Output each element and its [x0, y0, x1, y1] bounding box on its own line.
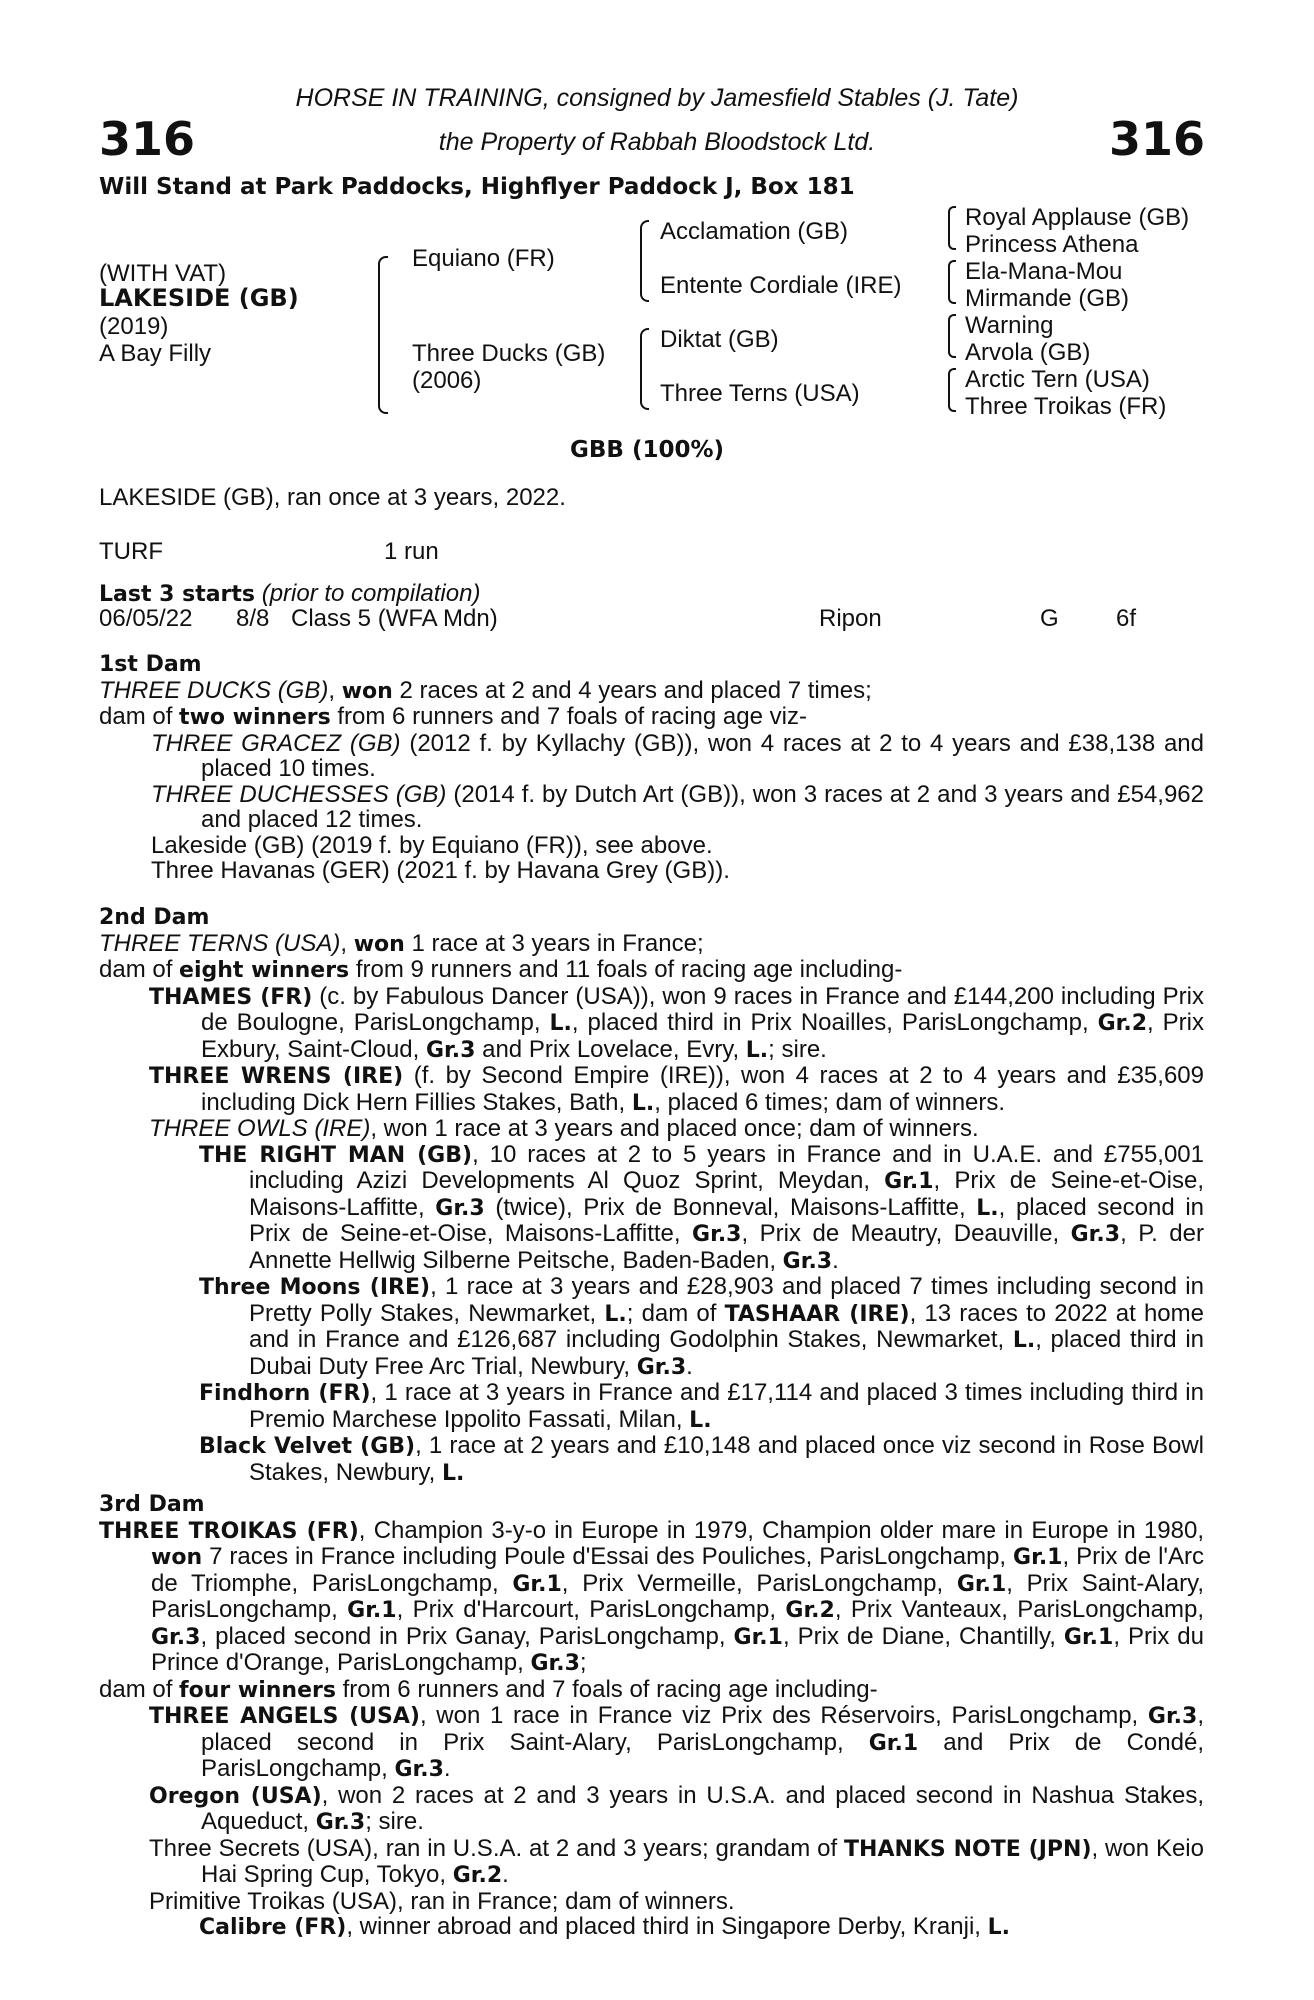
pedigree-g6: Arvola (GB) — [965, 339, 1091, 366]
dam-brace — [640, 328, 649, 410]
start-course: Ripon — [819, 605, 882, 632]
start-date: 06/05/22 — [99, 605, 193, 632]
surface-runs: 1 run — [384, 538, 439, 565]
pedigree-dam-sire: Diktat (GB) — [660, 326, 779, 353]
pedigree-sire: Equiano (FR) — [412, 245, 555, 272]
start-position: 8/8 — [236, 605, 270, 632]
second-dam-produce-1: THAMES (FR) (c. by Fabulous Dancer (USA)), won 9 races in France and £144,200 including Prix de Boulogne, ParisLongchamp, L., placed third in Prix Noailles, ParisLongchamp, Gr.2, Prix Exbury, Saint-Cloud, Gr.3 and Prix Lovelace, Evry, L.; sire. — [149, 982, 1205, 1063]
first-dam-produce-3: Lakeside (GB) (2019 f. by Equiano (FR)), see above. — [151, 831, 713, 859]
g-brace-1 — [948, 206, 956, 250]
first-dam-produce-intro: dam of two winners from 6 runners and 7 foals of racing age viz- — [99, 703, 807, 730]
g-brace-3 — [948, 314, 956, 358]
horse-name: LAKESIDE (GB) — [99, 284, 299, 312]
third-dam-produce-3: Three Secrets (USA), ran in U.S.A. at 2 and 3 years; grandam of THANKS NOTE (JPN), won Keio Hai Spring Cup, Tokyo, Gr.2. — [149, 1834, 1204, 1888]
third-dam-line: THREE TROIKAS (FR), Champion 3-y-o in Europe in 1979, Champion older mare in Europe in 1980, won 7 races in France including Poule d'Essai des Pouliches, ParisLongchamp, Gr.1, Prix de l'Arc de Triomphe, ParisLongchamp, Gr.1, Prix Vermeille, ParisLongchamp, Gr.1, Prix Saint-Alary, ParisLongchamp, Gr.1, Prix d'Harcourt, ParisLongchamp, Gr.2, Prix Vanteaux, ParisLongchamp, Gr.3, placed second in Prix Ganay, ParisLongchamp, Gr.1, Prix de Diane, Chantilly, Gr.1, Prix du Prince d'Orange, ParisLongchamp, Gr.3; — [99, 1516, 1204, 1676]
lot-number-left: 316 — [99, 112, 196, 166]
pedigree-sire-dam: Entente Cordiale (IRE) — [660, 272, 902, 299]
start-going: G — [1040, 605, 1059, 632]
record-summary: LAKESIDE (GB), ran once at 3 years, 2022. — [99, 484, 566, 511]
second-dam-line: THREE TERNS (USA), won 1 race at 3 years in France; — [99, 929, 704, 957]
g-brace-2 — [948, 260, 956, 304]
granddam-produce-4: Black Velvet (GB), 1 race at 2 years and £10,148 and placed once viz second in Rose Bowl Stakes, Newbury, L. — [199, 1432, 1204, 1486]
sire-dam-brace — [378, 256, 388, 414]
second-dam-produce-3: THREE OWLS (IRE), won 1 race at 3 years and placed once; dam of winners. — [149, 1115, 979, 1142]
sire-brace — [640, 220, 649, 302]
start-distance: 6f — [1116, 605, 1137, 632]
third-dam-produce-4: Primitive Troikas (USA), ran in France; dam of winners. — [149, 1887, 735, 1915]
pedigree-dam-year: (2006) — [412, 367, 482, 394]
property-line: the Property of Rabbah Bloodstock Ltd. — [438, 128, 876, 156]
last-starts-heading — [99, 580, 480, 608]
first-dam-produce-1: THREE GRACEZ (GB) (2012 f. by Kyllachy (GB)), won 4 races at 2 to 4 years and £38,138 and placed 10 times. — [151, 729, 1205, 782]
second-dam-produce-intro: dam of eight winners from 9 runners and 11 foals of racing age including- — [99, 956, 903, 983]
lot-number-right: 316 — [1108, 112, 1205, 166]
last-starts-note: (prior to compilation) — [261, 580, 481, 607]
second-dam-section — [99, 905, 1204, 1486]
first-dam-produce-4: Three Havanas (GER) (2021 f. by Havana Grey (GB)). — [151, 857, 730, 884]
pedigree-g8: Three Troikas (FR) — [965, 393, 1167, 420]
surface-label: TURF — [99, 538, 163, 565]
pedigree-g5: Warning — [965, 312, 1054, 339]
breeding-status: GBB (100%) — [570, 437, 725, 463]
third-dam-produce-2: Oregon (USA), won 2 races at 2 and 3 years in U.S.A. and placed second in Nashua Stakes, Aqueduct, Gr.3; sire. — [149, 1781, 1204, 1835]
start-race: Class 5 (WFA Mdn) — [291, 605, 498, 632]
third-dam-heading: 3rd Dam — [99, 1492, 205, 1517]
first-dam-produce-2: THREE DUCHESSES (GB) (2014 f. by Dutch Art (GB)), won 3 races at 2 and 3 years and £54,962 and placed 12 times. — [151, 780, 1204, 833]
second-dam-heading: 2nd Dam — [99, 905, 210, 930]
vat-label: (WITH VAT) — [99, 260, 227, 287]
consignor-line: HORSE IN TRAINING, consigned by Jamesfield Stables (J. Tate) — [295, 84, 1019, 112]
horse-description: A Bay Filly — [99, 340, 212, 367]
second-dam-produce-2: THREE WRENS (IRE) (f. by Second Empire (IRE)), won 4 races at 2 to 4 years and £35,609 including Dick Hern Fillies Stakes, Bath, L., placed 6 times; dam of winners. — [149, 1062, 1204, 1116]
pedigree-g7: Arctic Tern (USA) — [965, 366, 1150, 393]
first-dam-line: THREE DUCKS (GB), won 2 races at 2 and 4 years and placed 7 times; — [99, 676, 872, 704]
pedigree-sire-sire: Acclamation (GB) — [660, 218, 849, 245]
stand-line: Will Stand at Park Paddocks, Highflyer Paddock J, Box 181 — [99, 174, 855, 200]
first-dam-section — [99, 652, 1204, 884]
first-dam-heading: 1st Dam — [99, 652, 202, 677]
pedigree-dam: Three Ducks (GB) — [412, 340, 606, 367]
granddam-produce-1: THE RIGHT MAN (GB), 10 races at 2 to 5 years in France and in U.A.E. and £755,001 including Azizi Developments Al Quoz Sprint, Meydan, Gr.1, Prix de Seine-et-Oise, Maisons-Laffitte, Gr.3 (twice), Prix de Bonneval, Maisons-Laffitte, L., placed second in Prix de Seine-et-Oise, Maisons-Laffitte, Gr.3, Prix de Meautry, Deauville, Gr.3, P. der Annette Hellwig Silberne Peitsche, Baden-Baden, Gr.3. — [199, 1140, 1204, 1274]
granddam-produce-2: Three Moons (IRE), 1 race at 3 years and £28,903 and placed 7 times including second in Pretty Polly Stakes, Newmarket, L.; dam of TASHAAR (IRE), 13 races to 2022 at home and in France and £126,687 including Godolphin Stakes, Newmarket, L., placed third in Dubai Duty Free Arc Trial, Newbury, Gr.3. — [199, 1273, 1204, 1380]
third-dam-produce-1: THREE ANGELS (USA), won 1 race in France viz Prix des Réservoirs, ParisLongchamp, Gr.3, placed second in Prix Saint-Alary, ParisLongchamp, Gr.1 and Prix de Condé, ParisLongchamp, Gr.3. — [149, 1702, 1204, 1782]
pedigree-g3: Ela-Mana-Mou — [965, 258, 1123, 285]
last-starts-title: Last 3 starts — [99, 582, 256, 607]
pedigree-g1: Royal Applause (GB) — [965, 204, 1190, 231]
horse-year: (2019) — [99, 313, 169, 340]
third-dam-produce-intro: dam of four winners from 6 runners and 7 foals of racing age including- — [99, 1675, 878, 1703]
pedigree-dam-dam: Three Terns (USA) — [660, 380, 860, 407]
pedigree-g2: Princess Athena — [965, 231, 1139, 258]
third-dam-granddam-produce-1: Calibre (FR), winner abroad and placed third in Singapore Derby, Kranji, L. — [199, 1913, 1010, 1940]
granddam-produce-3: Findhorn (FR), 1 race at 3 years in France and £17,114 and placed 3 times including third in Premio Marchese Ippolito Fassati, Milan, L. — [199, 1379, 1204, 1433]
g-brace-4 — [948, 368, 956, 412]
pedigree-g4: Mirmande (GB) — [965, 285, 1130, 312]
third-dam-section — [99, 1492, 1204, 1941]
